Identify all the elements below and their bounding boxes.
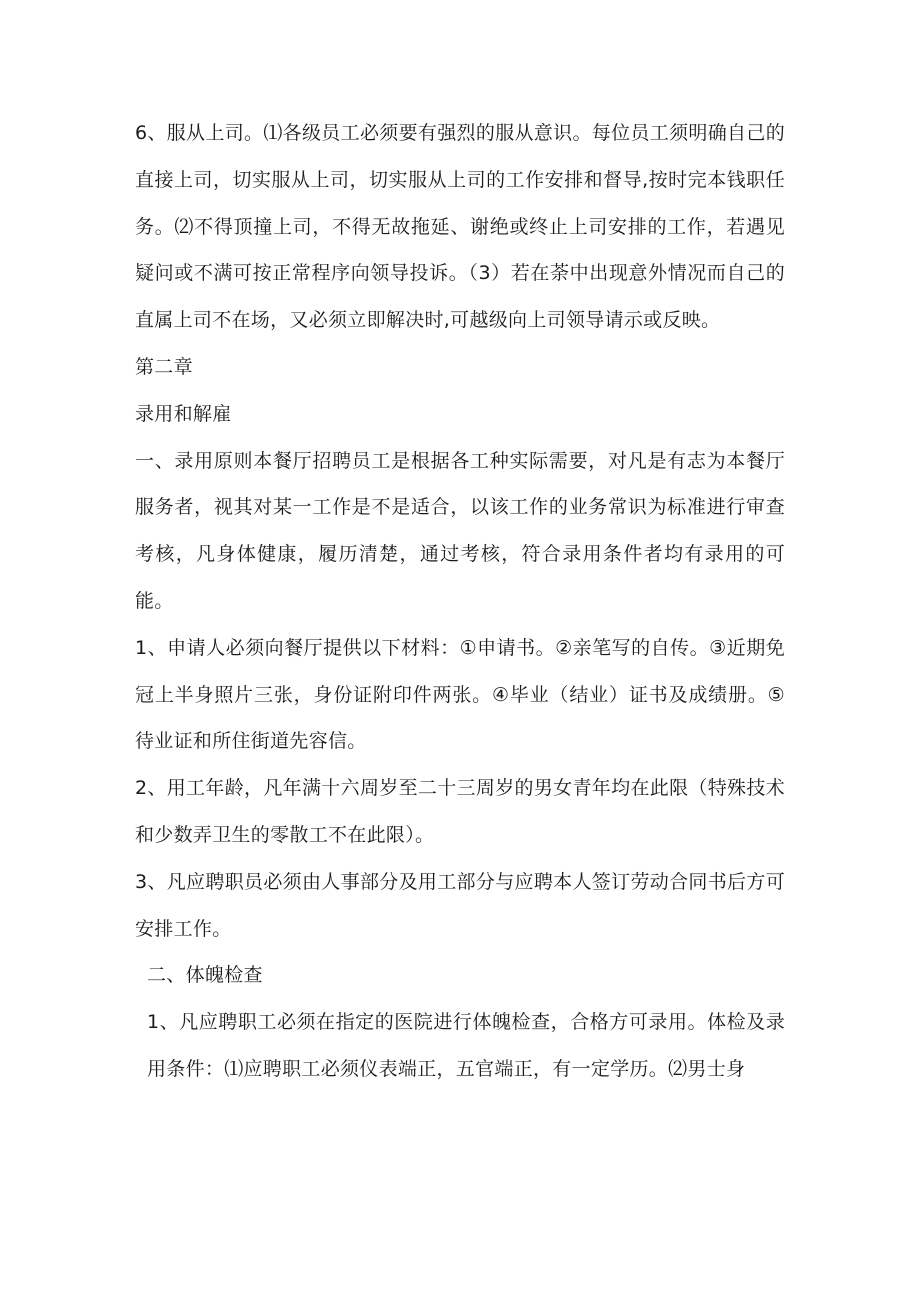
paragraph-physical-exam: 1、凡应聘职工必须在指定的医院进行体魄检查，合格方可录用。体检及录用条件：⑴应聘职工必须仪表端正，五官端正，有一定学历。⑵男士身 xyxy=(147,1011,785,1080)
section-heading-physical-exam: 二、体魄检查 xyxy=(147,964,263,987)
chapter-heading: 第二章 xyxy=(135,355,193,378)
paragraph-labor-contract: 3、凡应聘职员必须由人事部分及用工部分与应聘本人签订劳动合同书后方可安排工作。 xyxy=(135,870,785,940)
paragraph-obey-superiors: 6、服从上司。⑴各级员工必须要有强烈的服从意识。每位员工须明确自己的直接上司，切实服从上司，切实服从上司的工作安排和督导,按时完本钱职任务。⑵不得顶撞上司，不得无故拖延、谢绝或终止上司安排的工作，若遇见疑问或不满可按正常程序向领导投诉。（3）若在荼中出现意外情况而自己的直属上司不在场，又必须立即解决时,可越级向上司领导请示或反映。 xyxy=(135,122,785,332)
paragraph-application-materials: 1、申请人必须向餐厅提供以下材料：①申请书。②亲笔写的自传。③近期免冠上半身照片三张，身份证附印件两张。④毕业（结业）证书及成绩册。⑤待业证和所住街道先容信。 xyxy=(135,636,785,753)
document-body xyxy=(135,110,785,1093)
chapter-title: 录用和解雇 xyxy=(135,402,232,425)
paragraph-employment-age: 2、用工年龄，凡年满十六周岁至二十三周岁的男女青年均在此限（特殊技术和少数弄卫生的零散工不在此限）。 xyxy=(135,777,785,846)
paragraph-hiring-principle: 一、录用原则本餐厅招聘员工是根据各工种实际需要，对凡是有志为本餐厅服务者，视其对某一工作是不是适合，以该工作的业务常识为标准进行审查考核，凡身体健康，履历清楚，通过考核，符合录用条件者均有录用的可能。 xyxy=(135,449,785,612)
